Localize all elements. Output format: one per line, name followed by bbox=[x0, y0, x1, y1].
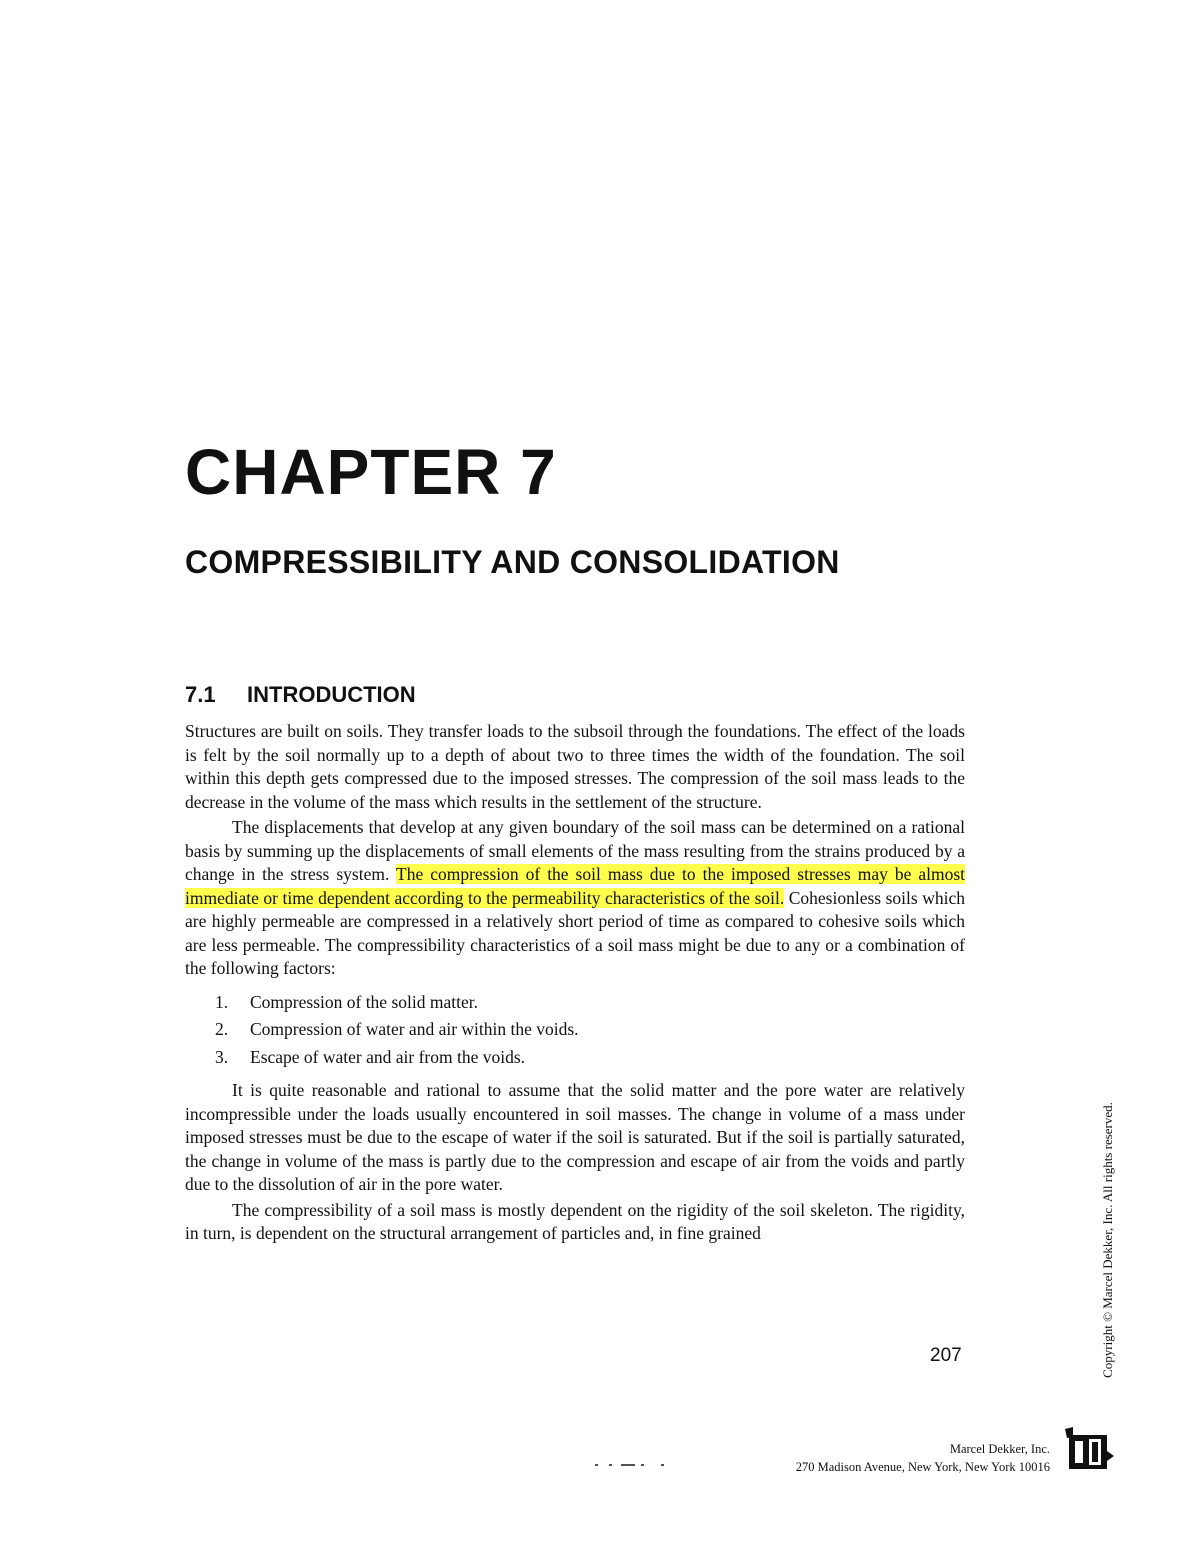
paragraph-3: It is quite reasonable and rational to assume that the solid matter and the pore water are relatively incompressible under the loads usually encountered in soil masses. The change in volume of a mass under imposed stresses must be due to the escape of water if the soil is saturated. But if the soil is partially saturated, the change in volume of the mass is partly due to the compression and escape of air from the voids and partly due to the dissolution of air in the pore water. bbox=[185, 1080, 965, 1194]
section-heading bbox=[185, 684, 416, 706]
list-item-text: Compression of the solid matter. bbox=[250, 991, 478, 1012]
list-item bbox=[215, 1018, 965, 1042]
chapter-title: COMPRESSIBILITY AND CONSOLIDATION bbox=[185, 544, 840, 580]
list-item-text: Compression of water and air within the voids. bbox=[250, 1019, 579, 1039]
page-number: 207 bbox=[930, 1345, 962, 1366]
paragraph-2-start: The displacements that develop at any given boundary of the soil mass can be determined on a rational basis by summing up the displacements of small elements of the mass resulting from the strains produced by a change in the stress system. bbox=[185, 817, 965, 884]
copyright-notice: Copyright © Marcel Dekker, Inc. All rights reserved. bbox=[1100, 1102, 1115, 1378]
publisher-name: Marcel Dekker, Inc. bbox=[949, 1442, 1050, 1456]
publisher-logo-icon bbox=[1063, 1425, 1115, 1473]
factor-list bbox=[185, 991, 965, 1070]
footer-marks bbox=[595, 1462, 665, 1468]
list-item-number: 2. bbox=[215, 1019, 229, 1039]
body-text bbox=[185, 720, 965, 1246]
highlighted-sentence[interactable]: The compression of the soil mass due to the imposed stresses may be almost immediate or time dependent according to the permeability characteristics of the soil. bbox=[185, 864, 965, 908]
section-number: 7.1 bbox=[185, 682, 216, 707]
paragraph-4: The compressibility of a soil mass is mostly dependent on the rigidity of the soil skeleton. The rigidity, in turn, is dependent on the structural arrangement of particles and, in fine grained bbox=[185, 1199, 965, 1243]
list-item-number: 1. bbox=[215, 991, 229, 1012]
publisher-info bbox=[796, 1440, 1050, 1476]
list-item-number: 3. bbox=[215, 1046, 229, 1067]
paragraph-2 bbox=[185, 816, 965, 981]
publisher-address: 270 Madison Avenue, New York, New York 10016 bbox=[795, 1460, 1050, 1474]
paragraph-1: Structures are built on soils. They transfer loads to the subsoil through the foundations. The effect of the loads is felt by the soil normally up to a depth of about two to three times the width of the foundation. The soil within this depth gets compressed due to the imposed stresses. The compression of the soil mass leads to the decrease in the volume of the mass which results in the settlement of the structure. bbox=[185, 721, 965, 812]
list-item bbox=[215, 1046, 965, 1070]
chapter-label: CHAPTER 7 bbox=[185, 436, 557, 508]
section-title: INTRODUCTION bbox=[247, 682, 416, 707]
list-item-text: Escape of water and air from the voids. bbox=[250, 1046, 526, 1067]
paragraph-2-end: Cohesionless soils which are highly permeable are compressed in a relatively short period of time as compared to cohesive soils which are less permeable. The compressibility characteristics of a soil mass might be due to any or a combination of the following factors: bbox=[185, 887, 965, 978]
list-item bbox=[215, 991, 965, 1015]
